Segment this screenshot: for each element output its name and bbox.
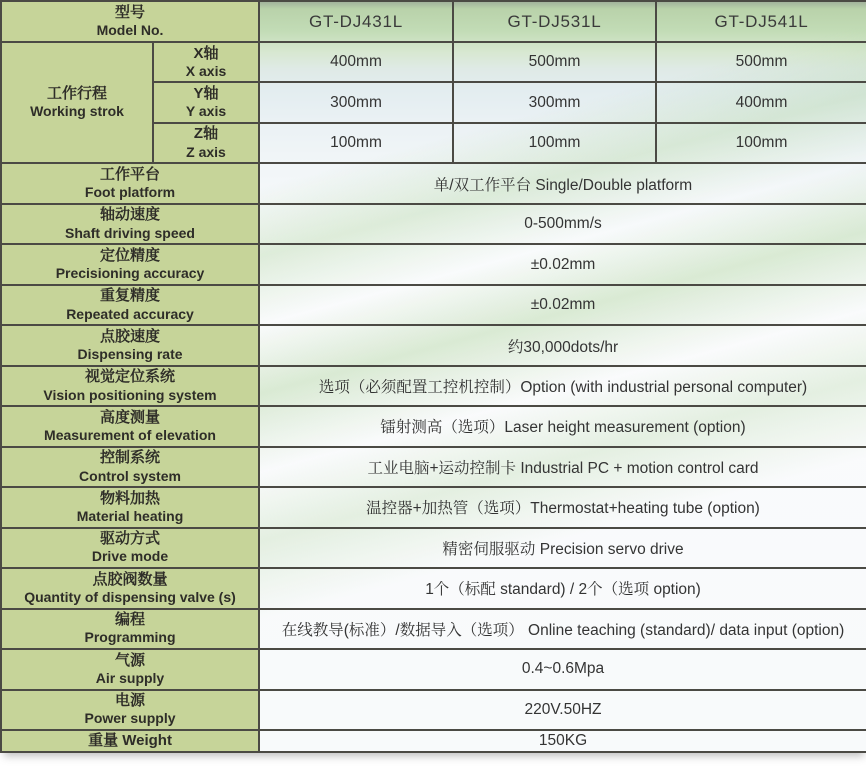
spec-label-en: Vision positioning system — [43, 386, 217, 403]
y-axis-label-en: Y axis — [185, 103, 227, 120]
y-axis-value-2: 300mm — [453, 82, 656, 122]
spec-label-en: Precisioning accuracy — [55, 265, 205, 282]
spec-value-cell: 在线教导(标准）/数据导入（选项） Online teaching (standard)/ data input (option) — [259, 609, 866, 649]
spec-label-cn: 重复精度 — [100, 287, 161, 305]
spec-label-en: Measurement of elevation — [44, 427, 216, 444]
axis-row-x — [1, 42, 866, 82]
model-no-header-cell — [1, 1, 259, 42]
spec-row-quantity-of-dispensing-valves — [1, 568, 866, 608]
spec-row-foot-platform — [1, 163, 866, 203]
spec-value-cell: 工业电脑+运动控制卡 Industrial PC + motion control card — [259, 447, 866, 487]
spec-label-cell — [1, 649, 259, 689]
spec-row-drive-mode — [1, 528, 866, 568]
spec-label-cell — [1, 447, 259, 487]
z-axis-value-1: 100mm — [259, 123, 453, 163]
spec-label-cn: 点胶阀数量 — [92, 570, 168, 588]
spec-value-cell: 选项（必须配置工控机控制）Option (with industrial personal computer) — [259, 366, 866, 406]
spec-label-en: Control system — [79, 467, 181, 484]
spec-label-cn: 电源 — [115, 692, 146, 710]
spec-row-programming — [1, 609, 866, 649]
y-axis-label-cell — [153, 82, 259, 122]
spec-row-shaft-driving-speed — [1, 204, 866, 244]
spec-label-cell — [1, 406, 259, 446]
spec-label-cn: 物料加热 — [100, 489, 161, 507]
spec-row-vision-positioning-system — [1, 366, 866, 406]
spec-label-cell — [1, 204, 259, 244]
spec-label-cn: 高度测量 — [100, 408, 161, 426]
spec-row-control-system — [1, 447, 866, 487]
working-stroke-label-en: Working strok — [30, 103, 124, 120]
x-axis-label-en: X axis — [185, 62, 227, 79]
spec-label-cell — [1, 730, 259, 752]
spec-label-en: Foot platform — [84, 184, 176, 201]
spec-label-cn: 气源 — [115, 651, 146, 669]
spec-label-cn: 定位精度 — [100, 246, 161, 264]
spec-label-cell — [1, 690, 259, 730]
model-name-1: GT-DJ431L — [259, 1, 453, 42]
spec-label-cell — [1, 325, 259, 365]
spec-value-cell: ±0.02mm — [259, 285, 866, 325]
spec-label-en: Dispensing rate — [77, 346, 183, 363]
spec-label-cn: 驱动方式 — [100, 530, 161, 548]
z-axis-label-cn: Z轴 — [193, 125, 219, 143]
spec-row-power-supply — [1, 690, 866, 730]
spec-label-en: Drive mode — [91, 548, 169, 565]
spec-label-en: Power supply — [84, 710, 176, 727]
spec-label-cell — [1, 609, 259, 649]
spec-label-cn: 控制系统 — [100, 449, 161, 467]
spec-label-cell — [1, 568, 259, 608]
spec-row-dispensing-rate — [1, 325, 866, 365]
working-stroke-label-cn: 工作行程 — [46, 85, 107, 103]
spec-value-cell: 约30,000dots/hr — [259, 325, 866, 365]
spec-value-cell: 温控器+加热管（选项）Thermostat+heating tube (option) — [259, 487, 866, 527]
model-name-2: GT-DJ531L — [453, 1, 656, 42]
z-axis-value-2: 100mm — [453, 123, 656, 163]
x-axis-value-1: 400mm — [259, 42, 453, 82]
spec-row-measurement-of-elevation — [1, 406, 866, 446]
spec-label-en: Shaft driving speed — [65, 224, 195, 241]
spec-row-air-supply — [1, 649, 866, 689]
spec-label-cell — [1, 163, 259, 203]
spec-label-cn: 重量 Weight — [88, 731, 172, 749]
x-axis-label-cn: X轴 — [193, 44, 219, 62]
spec-value-cell: 镭射测高（选项）Laser height measurement (option) — [259, 406, 866, 446]
spec-value-cell: 精密伺服驱动 Precision servo drive — [259, 528, 866, 568]
spec-label-cn: 视觉定位系统 — [85, 368, 176, 386]
spec-row-weight — [1, 730, 866, 752]
model-no-label-cn: 型号 — [115, 3, 146, 21]
z-axis-label-cell — [153, 123, 259, 163]
x-axis-value-2: 500mm — [453, 42, 656, 82]
table-header-row — [1, 1, 866, 42]
spec-label-cn: 工作平台 — [100, 165, 161, 183]
spec-label-cell — [1, 366, 259, 406]
spec-label-cell — [1, 487, 259, 527]
spec-value-cell: 1个（标配 standard) / 2个（选项 option) — [259, 568, 866, 608]
spec-label-cn: 轴动速度 — [100, 206, 161, 224]
working-stroke-cell — [1, 42, 153, 163]
model-name-3: GT-DJ541L — [656, 1, 866, 42]
spec-label-en: Quantity of dispensing valve (s) — [24, 588, 236, 605]
spec-value-cell: 0-500mm/s — [259, 204, 866, 244]
y-axis-label-cn: Y轴 — [193, 85, 219, 103]
spec-label-cell — [1, 244, 259, 284]
y-axis-value-3: 400mm — [656, 82, 866, 122]
spec-label-cn: 编程 — [115, 611, 146, 629]
x-axis-value-3: 500mm — [656, 42, 866, 82]
spec-label-cn: 点胶速度 — [100, 327, 161, 345]
spec-value-cell: 150KG — [259, 730, 866, 752]
spec-value-cell: 单/双工作平台 Single/Double platform — [259, 163, 866, 203]
spec-label-en: Programming — [84, 629, 176, 646]
y-axis-value-1: 300mm — [259, 82, 453, 122]
spec-label-cell — [1, 285, 259, 325]
spec-row-repeated-accuracy — [1, 285, 866, 325]
spec-label-en: Material heating — [76, 508, 184, 524]
spec-label-en: Air supply — [95, 669, 165, 686]
z-axis-value-3: 100mm — [656, 123, 866, 163]
spec-label-en: Repeated accuracy — [66, 305, 194, 322]
x-axis-label-cell — [153, 42, 259, 82]
spec-label-cell — [1, 528, 259, 568]
spec-row-material-heating — [1, 487, 866, 527]
z-axis-label-en: Z axis — [186, 143, 226, 160]
model-no-label-en: Model No. — [96, 22, 164, 39]
spec-row-precisioning-accuracy — [1, 244, 866, 284]
spec-value-cell: 0.4~0.6Mpa — [259, 649, 866, 689]
spec-value-cell: ±0.02mm — [259, 244, 866, 284]
spec-value-cell: 220V.50HZ — [259, 690, 866, 730]
